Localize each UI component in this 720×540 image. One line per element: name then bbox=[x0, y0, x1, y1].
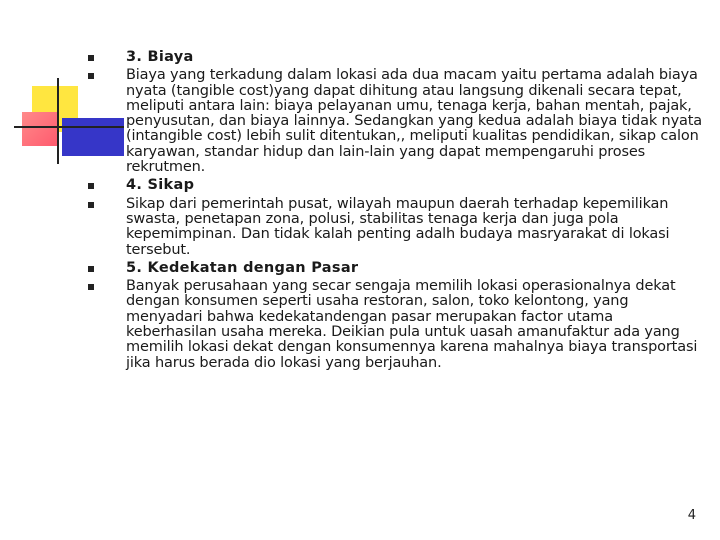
paragraph-sikap bbox=[88, 197, 704, 258]
list-item-text: 3. Biaya bbox=[126, 49, 194, 65]
list-item-text: 5. Kedekatan dengan Pasar bbox=[126, 259, 359, 276]
list-item-text: Biaya yang terkadung dalam lokasi ada dua macam yaitu pertama adalah biaya nyata (tangible cost)yang dapat dihitung atau langsung dikenali secara tepat, meliputi antara lain: biaya pelayanan umu, tenaga kerja, bahan mentah, pajak, penyusutan, dan biaya lainnya. Sedangkan yang kedua adalah biaya tidak nyata (intangible cost) lebih sulit ditentukan,, meliputi kualitas pendidikan, sikap calon karyawan, standar hidup dan lain-lain yang dapat mempengaruhi proses rekrutmen. bbox=[126, 67, 703, 176]
vertical-line-shape bbox=[57, 78, 59, 164]
square-bullet-icon bbox=[88, 284, 94, 290]
bullet-list bbox=[88, 50, 704, 374]
paragraph-biaya bbox=[88, 68, 704, 175]
list-item-text: 4. Sikap bbox=[126, 177, 195, 194]
square-bullet-icon bbox=[88, 183, 94, 189]
paragraph-kedekatan-pasar bbox=[88, 279, 704, 371]
square-bullet-icon bbox=[88, 202, 94, 208]
page-number: 4 bbox=[687, 508, 696, 523]
square-bullet-icon bbox=[88, 55, 94, 61]
list-item-text: Banyak perusahaan yang secar sengaja memilih lokasi operasionalnya dekat dengan konsumen seperti usaha restoran, salon, toko kelontong, yang menyadari bahwa kedekatandengan pasar merupakan factor utama keberhasilan usaha mereka. Deikian pula untuk uasah amanufaktur ada yang memilih lokasi dekat dengan konsumennya karena mahalnya biaya transportasi jika harus berada dio lokasi yang berjauhan. bbox=[126, 278, 698, 371]
heading-sikap bbox=[88, 178, 704, 193]
square-bullet-icon bbox=[88, 73, 94, 79]
list-item-text: Sikap dari pemerintah pusat, wilayah maupun daerah terhadap kepemilikan swasta, penetapan zona, polusi, stabilitas tenaga kerja dan juga pola kepemimpinan. Dan tidak kalah penting adalh budaya masryarakat di lokasi tersebut. bbox=[126, 195, 670, 258]
red-square-shape bbox=[22, 112, 58, 146]
square-bullet-icon bbox=[88, 266, 94, 272]
heading-kedekatan-pasar bbox=[88, 261, 704, 276]
heading-biaya bbox=[88, 50, 704, 65]
